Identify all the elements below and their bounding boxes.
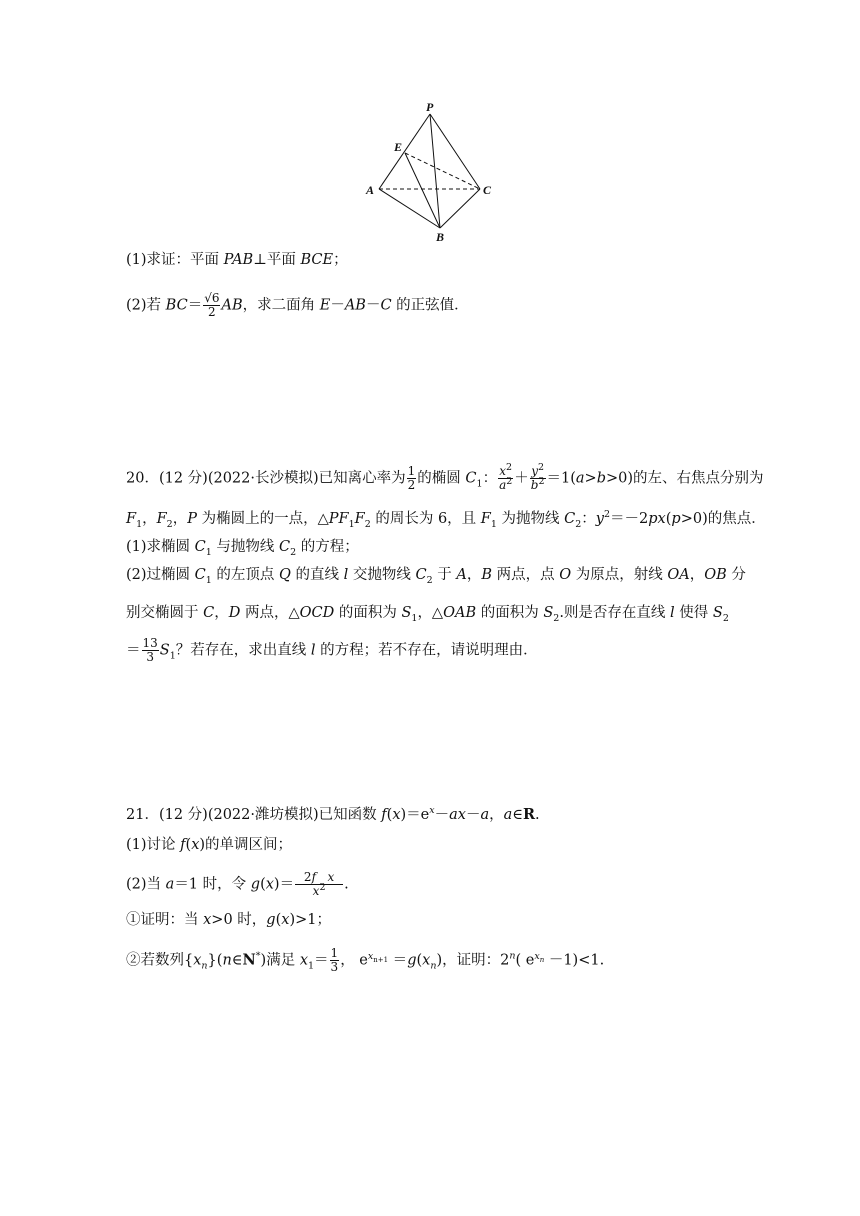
label-b: B (436, 230, 445, 244)
fraction-y2-b2: $\frac{y^2}{b^2}$ (530, 462, 545, 492)
edge-ec-hidden (405, 153, 480, 189)
q20-part2-line3: ＝ $\frac{13}{3}$ $S_1$？若存在，求出直线 l 的方程；若不存在，请说明理由． (126, 636, 538, 664)
edge-bc (440, 189, 480, 228)
q21-part2-2: ②若数列$\{x_n\}(n\in N^*)$满足 $x_1=$ $\frac{1}{3}$ ， $e^{x_{n+1}} =g(x_n)$，证明：2$^n$( $e^{x_n} -1)<1$. (126, 946, 605, 974)
fraction-13-over-3: $\frac{13}{3}$ (142, 636, 158, 664)
edge-pc (430, 114, 480, 189)
q21-part1: (1)讨论 f(x)的单调区间； (126, 837, 293, 853)
fraction-x2-a2: $\frac{x^2}{a^2}$ (499, 462, 513, 492)
fraction-one-third: $\frac{1}{3}$ (330, 946, 339, 974)
q21-part2: (2)当 a＝1 时，令 g(x)＝ $\frac{\text{2f x}}{x^2}$ . (126, 870, 349, 898)
q20-part1: (1)求椭圆 $C_1$ 与抛物线 $C_2$ 的方程； (126, 539, 359, 558)
edge-pa (379, 114, 430, 189)
fraction-one-half: $\frac{1}{2}$ (407, 464, 416, 492)
q20-line1: 20．(12 分)(2022·长沙模拟)已知离心率为 $\frac{1}{2}$ 的椭圆 $C_1$： $\frac{x^2}{a^2}$ ＋ $\frac{y^2}{b^2}$ ＝1(a>b>0)的左、右焦点分别为 (126, 462, 764, 492)
fraction-2f-over-x2: $\frac{\text{2f x}}{x^2}$ (295, 871, 343, 898)
q21-line1: 21．(12 分)(2022·潍坊模拟)已知函数 $f(x)=e^x-ax-a$，a∈R. (126, 805, 540, 823)
label-e: E (394, 140, 403, 154)
tetrahedron-figure (360, 98, 500, 248)
label-a: A (366, 183, 375, 197)
q19-part1: (1)求证：平面 PAB⊥平面 BCE； (126, 252, 348, 268)
q19-part2: (2)若 BC＝ $\frac{√6}{2}$ AB，求二面角 E－AB－C 的正弦值． (126, 291, 469, 319)
label-c: C (483, 183, 492, 197)
label-p: P (426, 100, 434, 114)
q20-line2: $F_1$，$F_2$，P 为椭圆上的一点，$\triangle PF_1F_2$ 的周长为 6，且 $F_1$ 为抛物线 $C_2$：$y^2=-2px(p>0)$的焦点． (126, 509, 766, 530)
fraction-sqrt6-over-2: $\frac{√6}{2}$ (204, 291, 220, 319)
q20-part2-line2: 别交椭圆于 C，D 两点，△OCD 的面积为 $S_1$，△OAB 的面积为 $S_2$.则是否存在直线 l 使得 $S_2$ (126, 605, 729, 624)
q20-part2-line1: (2)过椭圆 $C_1$ 的左顶点 Q 的直线 l 交抛物线 $C_2$ 于 A，B 两点，点 O 为原点，射线 OA，OB 分 (126, 567, 746, 586)
q21-part2-1: ①证明：当 x>0 时，g(x)>1； (126, 912, 331, 928)
